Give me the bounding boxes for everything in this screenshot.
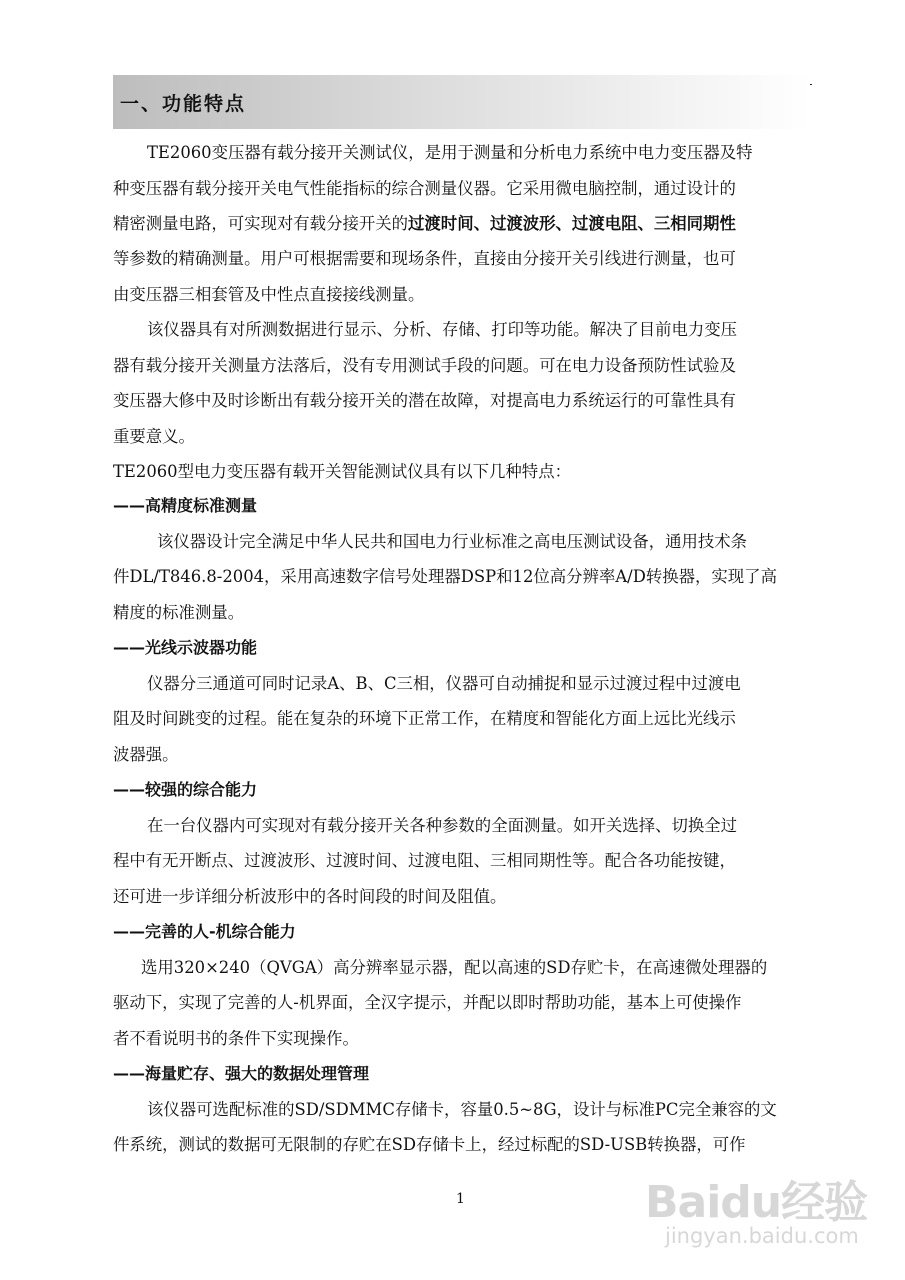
feature-3-line-2: 程中有无开断点、过渡波形、过渡时间、过渡电阻、三相同期性等。配合各功能按键， xyxy=(113,851,736,870)
page-number: 1 xyxy=(456,1191,465,1207)
intro-p2-line-4: 重要意义。 xyxy=(113,427,195,446)
feature-1-line-1: 该仪器设计完全满足中华人民共和国电力行业标准之高电压测试设备，通用技术条 xyxy=(157,532,748,551)
intro-p1-line-3-text: 精密测量电路，可实现对有载分接开关的 xyxy=(113,214,409,233)
intro-p2-line-2: 器有载分接开关测量方法落后，没有专用测试手段的问题。可在电力设备预防性试验及 xyxy=(113,356,736,375)
feature-2-line-2: 阻及时间跳变的过程。能在复杂的环境下正常工作，在精度和智能化方面上远比光线示 xyxy=(113,709,736,728)
watermark-logo: Baidu经验 xyxy=(645,1177,868,1228)
feature-1-line-2: 件DL/T846.8-2004，采用高速数字信号处理器DSP和12位高分辨率A/D转换器，实现了高 xyxy=(113,567,777,586)
intro-p1-line-2: 种变压器有载分接开关电气性能指标的综合测量仪器。它采用微电脑控制，通过设计的 xyxy=(113,179,736,198)
feature-3-line-1: 在一台仪器内可实现对有载分接开关各种参数的全面测量。如开关选择、切换全过 xyxy=(147,816,738,835)
watermark-url: jingyan.baidu.com xyxy=(665,1224,859,1248)
intro-p1-line-4: 等参数的精确测量。用户可根据需要和现场条件，直接由分接开关引线进行测量，也可 xyxy=(113,249,736,268)
feature-5-line-2: 件系统，测试的数据可无限制的存贮在SD存储卡上，经过标配的SD-USB转换器，可作 xyxy=(113,1135,746,1154)
feature-5-line-1: 该仪器可选配标准的SD/SDMMC存储卡，容量0.5~8G，设计与标准PC完全兼容的文 xyxy=(147,1100,777,1119)
feature-4-title: ——完善的人-机综合能力 xyxy=(113,922,296,941)
intro-p1-line-3 xyxy=(113,213,736,235)
feature-3-title: ——较强的综合能力 xyxy=(113,780,258,799)
intro-p1-line-3-bold: 过渡时间、过渡波形、过渡电阻、三相同期性 xyxy=(408,214,736,233)
feature-4-line-2: 驱动下，实现了完善的人-机界面，全汉字提示，并配以即时帮助功能，基本上可使操作 xyxy=(113,993,742,1012)
feature-1-title: ——高精度标准测量 xyxy=(113,496,258,515)
baidu-jingyan-watermark xyxy=(645,1162,895,1262)
section-title: 一、功能特点 xyxy=(120,93,247,115)
intro-p2-line-3: 变压器大修中及时诊断出有载分接开关的潜在故障，对提高电力系统运行的可靠性具有 xyxy=(113,391,736,410)
feature-5-title: ——海量贮存、强大的数据处理管理 xyxy=(113,1064,370,1083)
feature-4-line-1: 选用320×240（QVGA）高分辨率显示器，配以高速的SD存贮卡，在高速微处理器的 xyxy=(141,958,768,977)
feature-2-title: ——光线示波器功能 xyxy=(113,638,258,657)
intro-lead-line: TE2060型电力变压器有载开关智能测试仪具有以下几种特点： xyxy=(113,462,571,481)
feature-2-line-3: 波器强。 xyxy=(113,745,179,764)
intro-p2-line-1: 该仪器具有对所测数据进行显示、分析、存储、打印等功能。解决了目前电力变压 xyxy=(147,320,738,339)
intro-p1-line-1: TE2060变压器有载分接开关测试仪，是用于测量和分析电力系统中电力变压器及特 xyxy=(147,143,753,162)
feature-4-line-3: 者不看说明书的条件下实现操作。 xyxy=(113,1029,359,1048)
feature-3-line-3: 还可进一步详细分析波形中的各时间段的时间及阻值。 xyxy=(113,887,507,906)
intro-p1-line-5: 由变压器三相套管及中性点直接接线测量。 xyxy=(113,285,425,304)
feature-1-line-3: 精度的标准测量。 xyxy=(113,603,245,622)
feature-2-line-1: 仪器分三通道可同时记录A、B、C三相，仪器可自动捕捉和显示过渡过程中过渡电 xyxy=(147,674,741,693)
